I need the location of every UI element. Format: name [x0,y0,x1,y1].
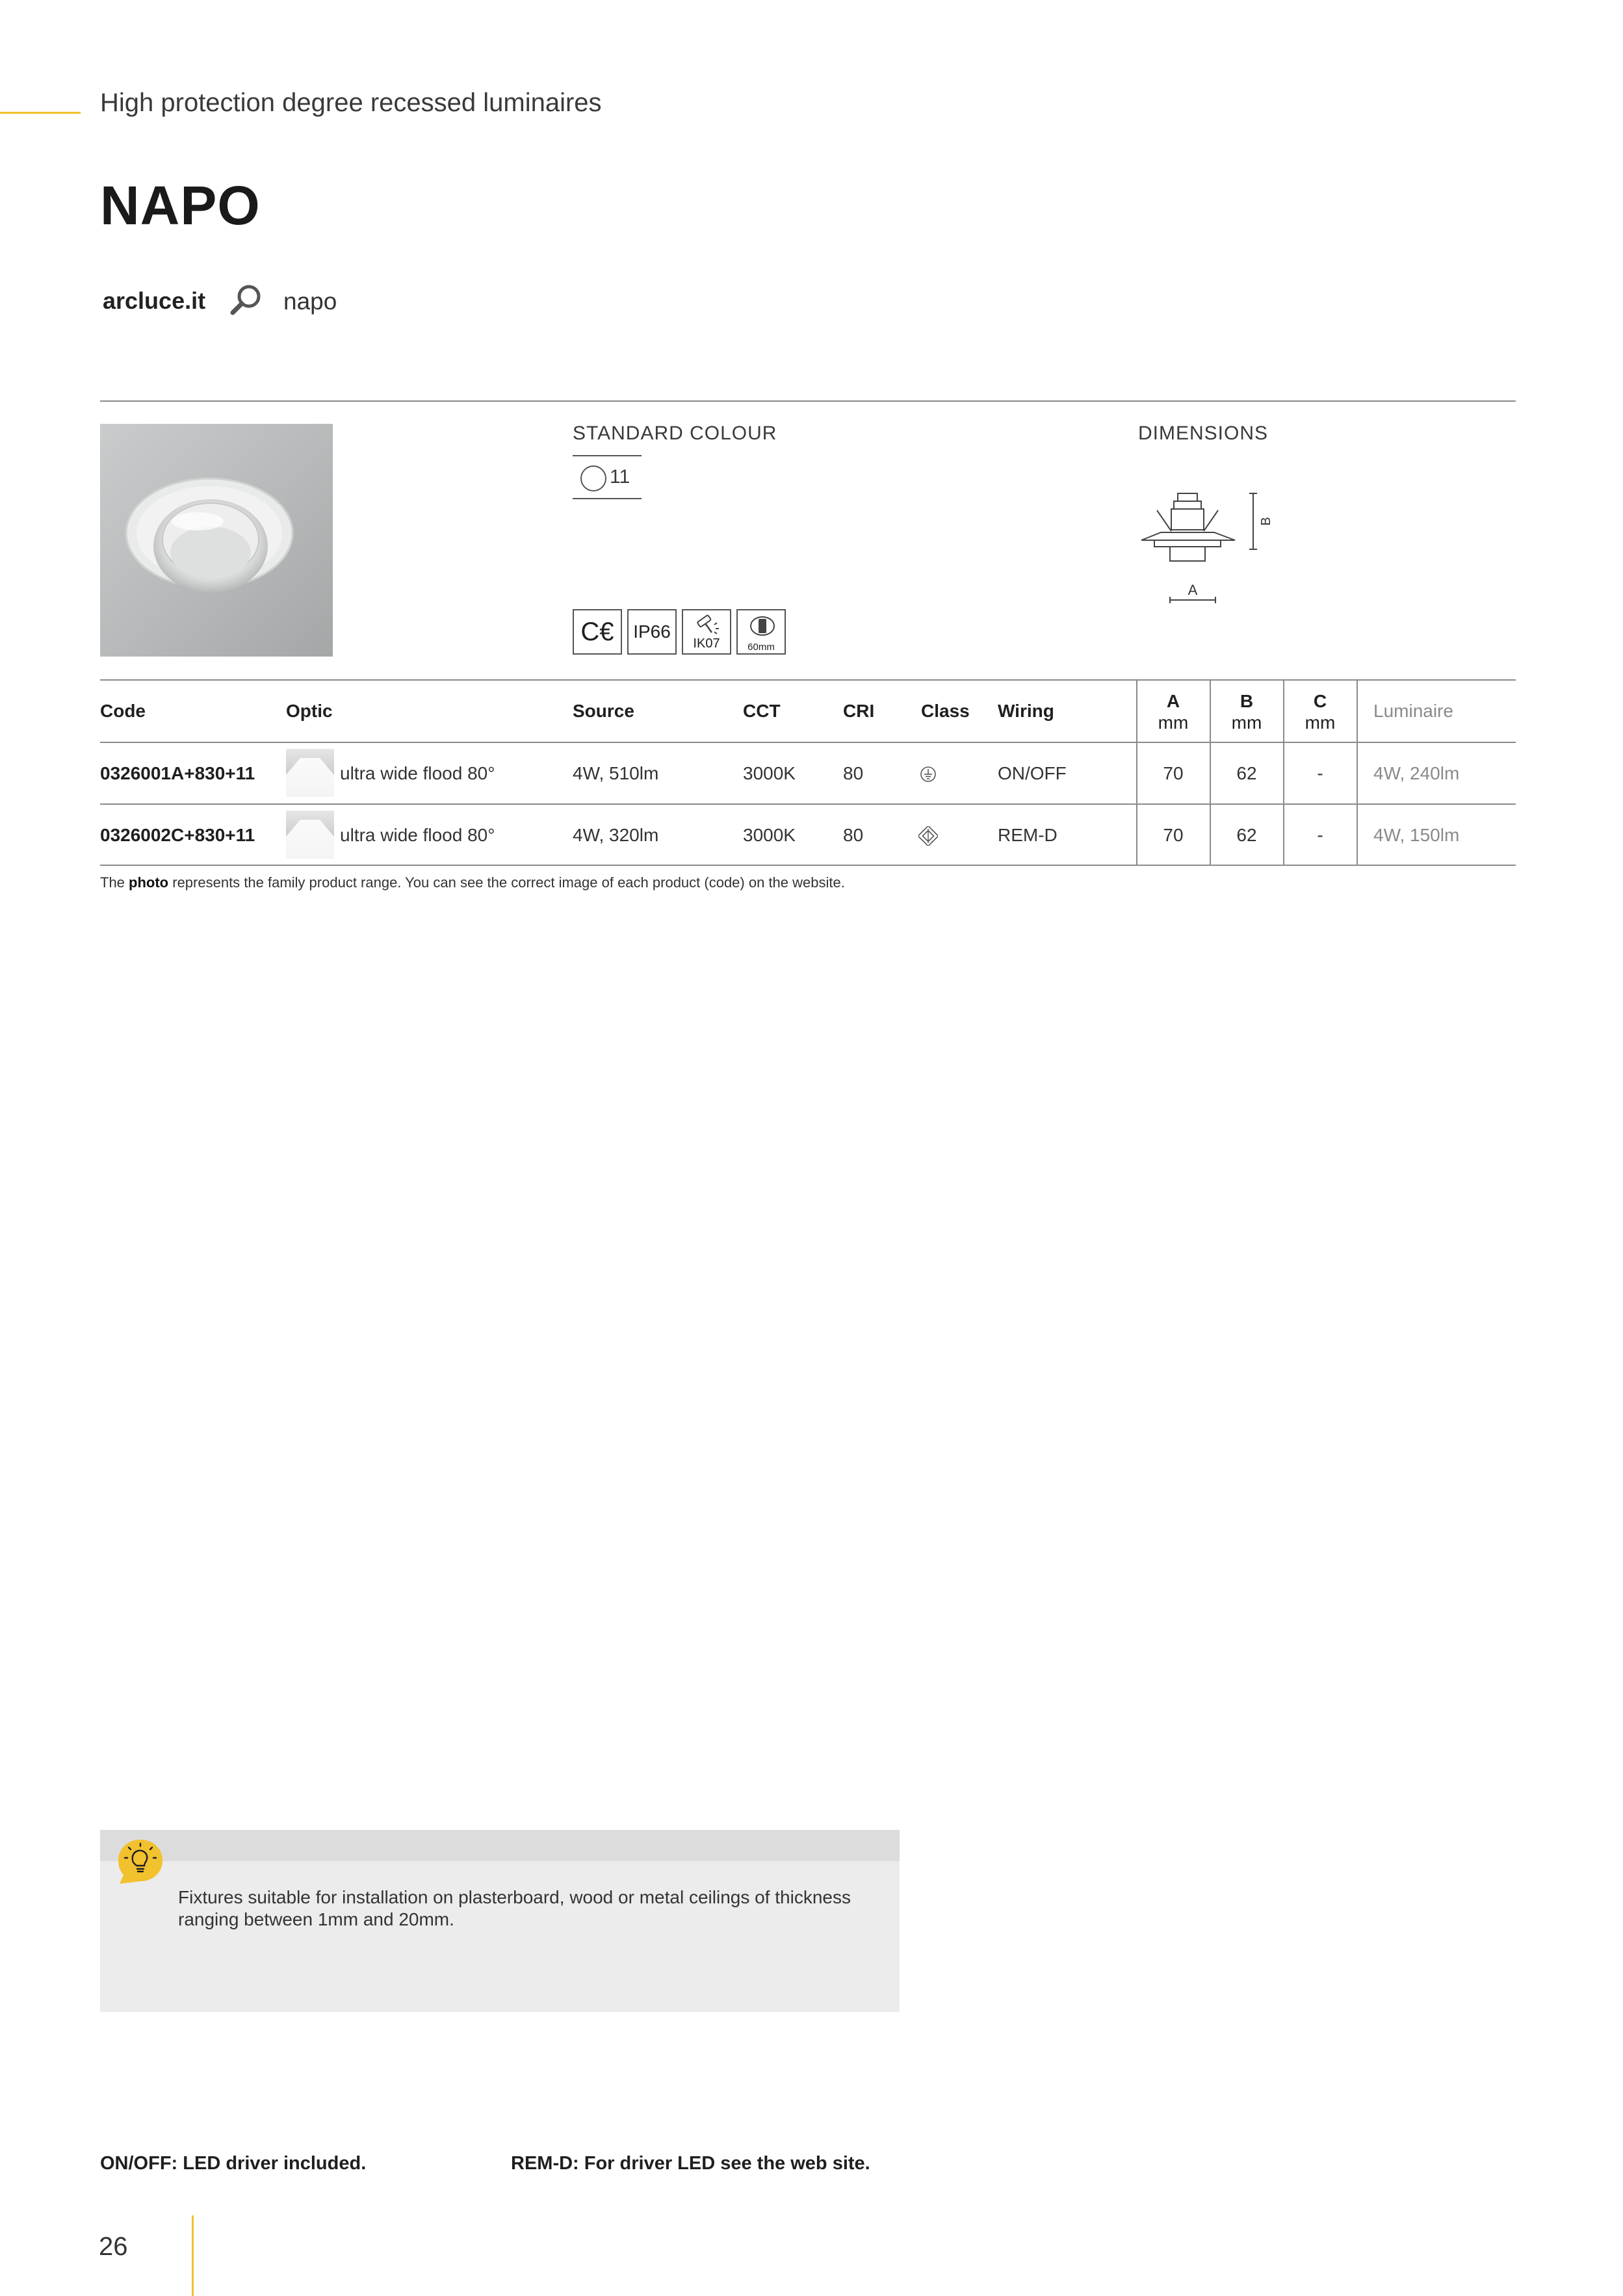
row-1-dim-c: - [1317,763,1323,783]
footer-accent-line [192,2215,194,2296]
col-header-a-unit: mm [1158,712,1189,733]
row-1-luminaire: 4W, 240lm [1373,763,1460,783]
col-header-wiring: Wiring [998,701,1054,721]
row-2-wiring: REM-D [998,825,1058,845]
colour-code: 11 [610,466,630,488]
table-bottom-rule [100,865,1516,866]
row-1-source: 4W, 510lm [573,763,659,783]
search-keyword: napo [283,288,337,315]
row-1-cct: 3000K [743,763,796,783]
header-accent-line [0,112,81,114]
lightbulb-tip-icon [117,1838,164,1885]
row-1-code: 0326001A+830+11 [100,763,255,783]
row-1-dim-a: 70 [1163,763,1184,783]
col-header-code: Code [100,701,146,721]
dimension-b-label: B [1259,517,1273,526]
product-photo [100,424,333,657]
dimension-a-label: A [1188,582,1198,598]
top-divider [100,400,1516,402]
col-header-b [1211,690,1282,733]
rem-d-note: REM-D: For driver LED see the web site. [511,2153,870,2174]
table-row-rule [100,803,1516,805]
row-1-optic: ultra wide flood 80° [340,763,495,783]
row-2-cct: 3000K [743,825,796,845]
footnote-bold: photo [129,874,169,891]
footnote-pre: The [100,874,129,891]
product-title: NAPO [100,175,261,236]
class-2-double-insulation-icon [918,826,938,846]
ultra-wide-flood-optic-icon [286,749,334,797]
colour-divider-bottom [573,498,642,499]
row-1-dim-b: 62 [1236,763,1257,783]
ce-mark-icon: C€ [573,609,622,655]
col-header-c-unit: mm [1305,712,1336,733]
row-2-cri: 80 [843,825,864,845]
white-colour-swatch [580,465,606,491]
search-icon [227,281,265,319]
photo-footnote [100,874,845,891]
col-header-cct: CCT [743,701,781,721]
row-2-code: 0326002C+830+11 [100,825,255,845]
class-1-earth-icon [920,766,937,783]
row-2-optic: ultra wide flood 80° [340,825,495,845]
footnote-post: represents the family product range. You can see the correct image of each product (code) on the website. [168,874,845,891]
col-header-c-letter: C [1313,691,1327,711]
website-link[interactable]: arcluce.it [103,287,206,314]
col-header-b-unit: mm [1231,712,1262,733]
col-header-b-letter: B [1240,691,1254,711]
col-header-a [1137,690,1209,733]
category-title: High protection degree recessed luminaires [100,88,602,117]
table-top-rule [100,679,1516,681]
standard-colour-label: STANDARD COLOUR [573,423,777,444]
info-box [100,1861,900,2012]
ip-rating-icon: IP66 [627,609,677,655]
ik-impact-icon [682,609,731,655]
col-header-luminaire: Luminaire [1373,701,1453,721]
dimensions-drawing [1131,484,1300,614]
row-2-dim-b: 62 [1236,825,1257,845]
row-2-dim-a: 70 [1163,825,1184,845]
col-header-a-letter: A [1166,691,1180,711]
on-off-note: ON/OFF: LED driver included. [100,2153,367,2174]
dimensions-label: DIMENSIONS [1138,423,1269,444]
col-header-c [1284,690,1356,733]
cutout-size-icon [736,609,786,655]
row-1-cri: 80 [843,763,864,783]
row-2-source: 4W, 320lm [573,825,659,845]
row-1-wiring: ON/OFF [998,763,1067,783]
table-col-divider [1357,679,1358,866]
col-header-cri: CRI [843,701,875,721]
col-header-class: Class [921,701,970,721]
colour-divider-top [573,455,642,456]
ultra-wide-flood-optic-icon [286,811,334,859]
ik-rating-label: IK07 [693,636,720,651]
col-header-optic: Optic [286,701,333,721]
row-2-luminaire: 4W, 150lm [1373,825,1460,845]
cutout-size-label: 60mm [747,642,775,653]
page-number: 26 [99,2232,128,2261]
info-box-header [100,1830,900,1861]
col-header-source: Source [573,701,634,721]
row-2-dim-c: - [1317,825,1323,845]
info-text: Fixtures suitable for installation on plasterboard, wood or metal ceilings of thickness ranging between 1mm and 20mm. [178,1887,851,1929]
table-header-rule [100,742,1516,743]
